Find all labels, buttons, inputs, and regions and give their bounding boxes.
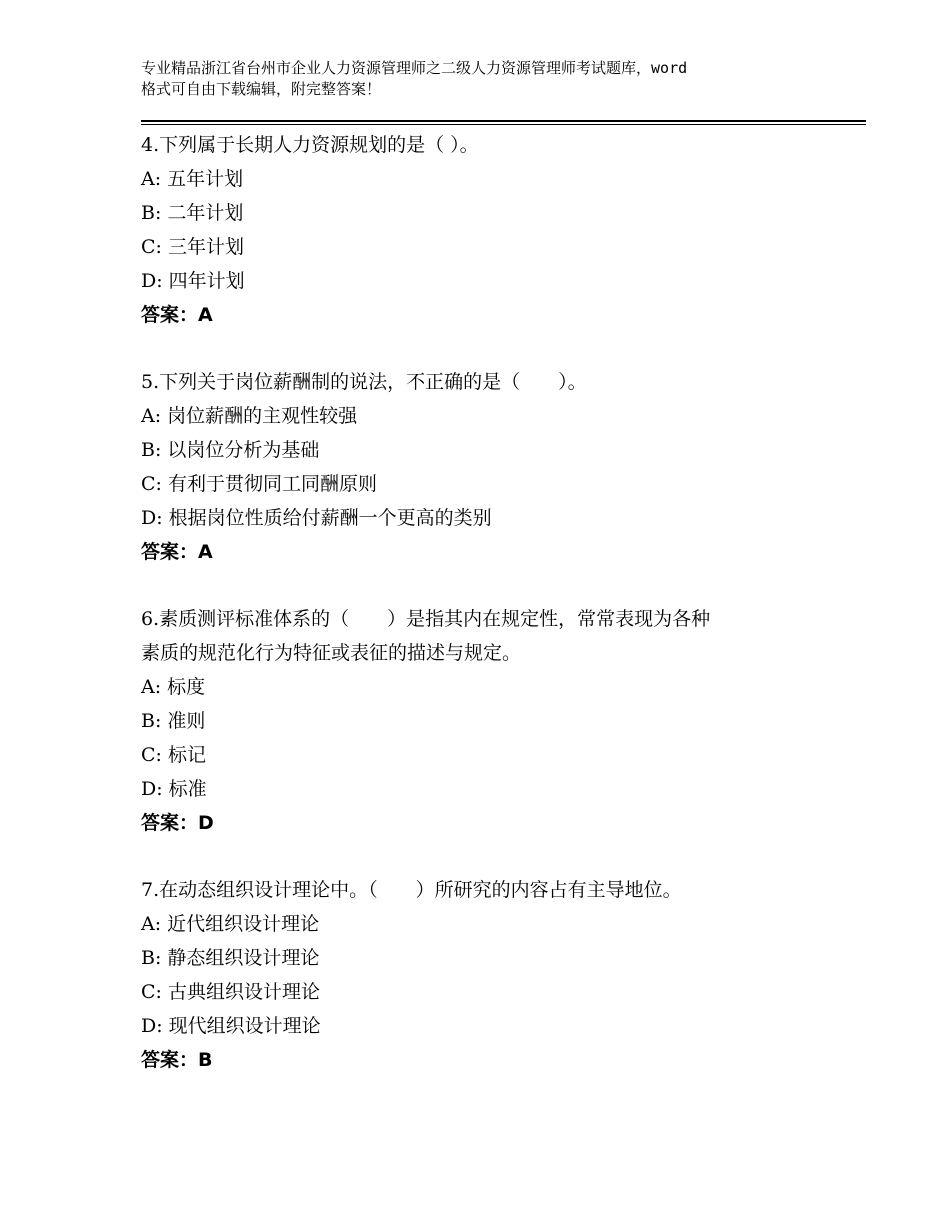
header-line-1: 专业精品浙江省台州市企业人力资源管理师之二级人力资源管理师考试题库，word bbox=[141, 59, 688, 77]
header-divider-thin bbox=[141, 124, 866, 125]
question-stem: 5.下列关于岗位薪酬制的说法，不正确的是（ ）。 bbox=[141, 371, 587, 393]
header-line-2: 格式可自由下载编辑，附完整答案！ bbox=[141, 80, 382, 98]
option-c: C: 有利于贯彻同工同酬原则 bbox=[141, 473, 377, 495]
question-stem-line-2: 素质的规范化行为特征或表征的描述与规定。 bbox=[141, 642, 522, 664]
option-c: C: 标记 bbox=[141, 744, 206, 766]
option-c: C: 古典组织设计理论 bbox=[141, 981, 320, 1003]
option-b: B: 以岗位分析为基础 bbox=[141, 439, 320, 461]
answer-label: 答案：D bbox=[141, 812, 214, 834]
option-b: B: 准则 bbox=[141, 710, 206, 732]
option-a: A: 近代组织设计理论 bbox=[141, 913, 320, 935]
option-d: D: 根据岗位性质给付薪酬一个更高的类别 bbox=[141, 507, 492, 529]
option-a: A: 五年计划 bbox=[141, 168, 244, 190]
option-a: A: 岗位薪酬的主观性较强 bbox=[141, 405, 358, 427]
question-7 bbox=[141, 873, 866, 1077]
answer-label: 答案：B bbox=[141, 1049, 213, 1071]
answer-label: 答案：A bbox=[141, 304, 213, 326]
document-header bbox=[141, 58, 841, 100]
question-stem-line-1: 6.素质测评标准体系的（ ）是指其内在规定性，常常表现为各种 bbox=[141, 608, 711, 630]
header-divider-thick bbox=[141, 120, 866, 122]
option-b: B: 静态组织设计理论 bbox=[141, 947, 320, 969]
question-4 bbox=[141, 128, 866, 332]
answer-label: 答案：A bbox=[141, 541, 213, 563]
question-5 bbox=[141, 365, 866, 569]
question-6 bbox=[141, 602, 866, 840]
question-list bbox=[141, 128, 866, 1110]
option-d: D: 标准 bbox=[141, 778, 207, 800]
option-c: C: 三年计划 bbox=[141, 236, 244, 258]
question-stem: 7.在动态组织设计理论中。（ ）所研究的内容占有主导地位。 bbox=[141, 879, 682, 901]
option-d: D: 四年计划 bbox=[141, 270, 245, 292]
question-stem: 4.下列属于长期人力资源规划的是（ ）。 bbox=[141, 134, 479, 156]
option-a: A: 标度 bbox=[141, 676, 206, 698]
option-d: D: 现代组织设计理论 bbox=[141, 1015, 321, 1037]
option-b: B: 二年计划 bbox=[141, 202, 244, 224]
